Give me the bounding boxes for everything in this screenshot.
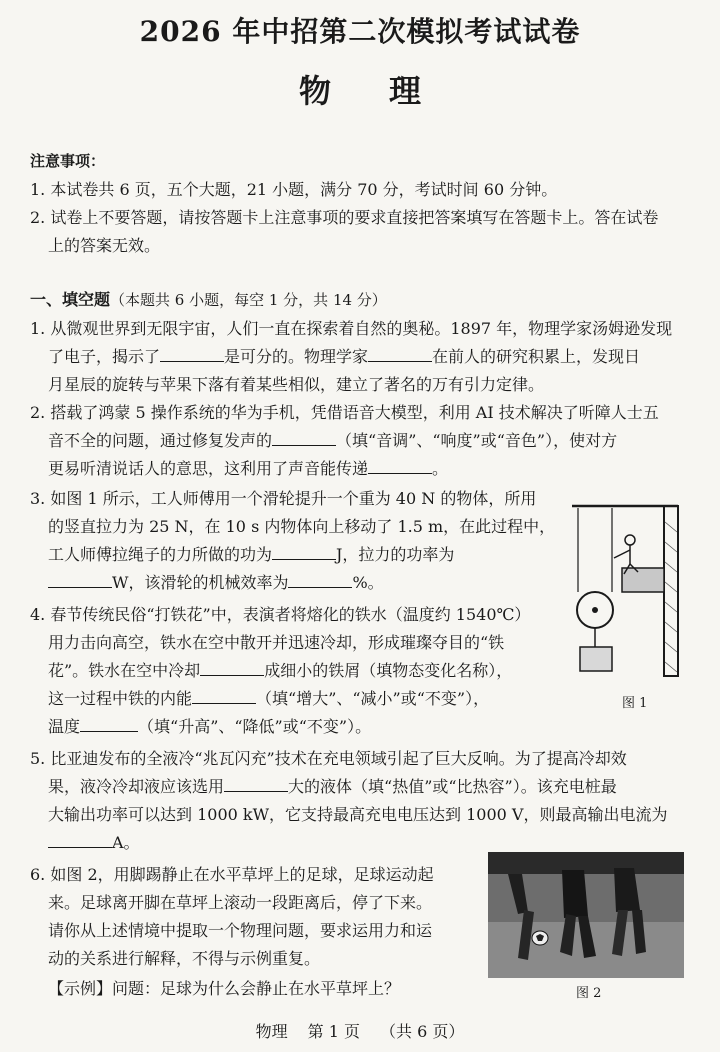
q5-text-c: A。 xyxy=(112,833,140,852)
q3-text-d: %。 xyxy=(352,573,384,592)
q4-text-a: 花”。铁水在空中冷却 xyxy=(48,661,201,680)
q4-line-2: 用力击向高空，铁水在空中散开并迅速冷却，形成璀璨夺目的“铁 xyxy=(48,633,505,652)
figure-2-caption: 图 2 xyxy=(576,986,602,1001)
footer-subject: 物理 xyxy=(255,1022,288,1041)
q2-text-c: 更易听清说话人的意思，这利用了声音能传递 xyxy=(48,459,369,478)
notice-heading: 注意事项： xyxy=(30,152,106,170)
q4-line-5 xyxy=(48,714,371,737)
q4-text-f: （填“升高”、“降低”或“不变”）。 xyxy=(138,717,372,736)
q1-text-a: 了电子，揭示了 xyxy=(48,347,161,366)
q1-line-3: 月星辰的旋转与苹果下落有着某些相似，建立了著名的万有引力定律。 xyxy=(48,375,545,394)
q5-line-2 xyxy=(48,774,617,797)
q5-blank-2 xyxy=(48,833,112,848)
q4-blank-1 xyxy=(200,661,264,676)
footer-total-pages: （共 6 页） xyxy=(380,1022,465,1041)
q3-blank-2 xyxy=(48,573,112,588)
q5-text-a: 果，液冷冷却液应该选用 xyxy=(48,777,225,796)
q6-line-2: 来。足球离开脚在草坪上滚动一段距离后，停了下来。 xyxy=(48,893,433,912)
q1-blank-2 xyxy=(368,347,432,362)
q4-blank-3 xyxy=(80,717,138,732)
q5-line-1: 5. 比亚迪发布的全液冷“兆瓦闪充”技术在充电领域引起了巨大反响。为了提高冷却效 xyxy=(30,749,627,768)
q4-blank-2 xyxy=(192,689,256,704)
figure-2-football-photo xyxy=(488,852,684,978)
q3-blank-3 xyxy=(288,573,352,588)
q3-line-2: 的竖直拉力为 25 N，在 10 s 内物体向上移动了 1.5 m，在此过程中， xyxy=(48,517,556,536)
q5-blank-1 xyxy=(224,777,288,792)
q2-text-d: 。 xyxy=(432,459,449,478)
footer-page-number: 第 1 页 xyxy=(307,1022,360,1041)
q3-line-4 xyxy=(48,570,384,593)
exam-title: 2026 年中招第二次模拟考试试卷 xyxy=(139,15,581,48)
section-note: （本题共 6 小题，每空 1 分，共 14 分） xyxy=(110,291,387,309)
q3-blank-1 xyxy=(272,545,336,560)
q2-text-b: （填“音调”、“响度”或“音色”），使对方 xyxy=(336,431,618,450)
q4-text-e: 温度 xyxy=(48,717,81,736)
q6-example: 【示例】问题：足球为什么会静止在水平草坪上？ xyxy=(48,979,401,998)
q4-line-1: 4. 春节传统民俗“打铁花”中，表演者将熔化的铁水（温度约 1540℃） xyxy=(30,605,531,624)
figure-1-caption: 图 1 xyxy=(622,696,648,711)
q4-text-c: 这一过程中铁的内能 xyxy=(48,689,193,708)
q5-line-4 xyxy=(48,830,140,853)
q1-line-2 xyxy=(48,344,640,367)
q4-text-d: （填“增大”、“减小”或“不变”）， xyxy=(256,689,490,708)
section-title: 一、填空题 xyxy=(30,290,111,309)
q3-text-c: W，该滑轮的机械效率为 xyxy=(112,573,289,592)
q1-line-1: 1. 从微观世界到无限宇宙，人们一直在探索着自然的奥秘。1897 年，物理学家汤姆逊发现 xyxy=(30,319,673,338)
q2-text-a: 音不全的问题，通过修复发声的 xyxy=(48,431,273,450)
q1-text-c: 在前人的研究积累上，发现日 xyxy=(432,347,641,366)
q2-line-2 xyxy=(48,428,617,451)
q6-line-4: 动的关系进行解释，不得与示例重复。 xyxy=(48,949,321,968)
q3-line-3 xyxy=(48,542,454,565)
q2-blank-1 xyxy=(272,431,336,446)
q4-line-3 xyxy=(48,658,512,681)
q2-line-3 xyxy=(48,456,448,479)
notice-item-1: 1. 本试卷共 6 页，五个大题，21 小题，满分 70 分，考试时间 60 分钟。 xyxy=(30,180,558,199)
q6-line-3: 请你从上述情境中提取一个物理问题，要求运用力和运 xyxy=(48,921,433,940)
q1-text-b: 是可分的。物理学家 xyxy=(224,347,369,366)
q3-text-b: J，拉力的功率为 xyxy=(336,545,455,564)
notice-item-2: 2. 试卷上不要答题，请按答题卡上注意事项的要求直接把答案填写在答题卡上。答在试卷 xyxy=(30,208,659,227)
section-heading xyxy=(30,287,387,310)
page-footer xyxy=(0,1019,720,1042)
notice-item-2-cont: 上的答案无效。 xyxy=(48,236,161,255)
q4-text-b: 成细小的铁屑（填物态变化名称）， xyxy=(264,661,513,680)
q1-blank-1 xyxy=(160,347,224,362)
figure-1-pulley-diagram xyxy=(568,492,688,692)
q5-text-b: 大的液体（填“热值”或“比热容”）。该充电桩最 xyxy=(288,777,617,796)
q4-line-4 xyxy=(48,686,489,709)
q2-line-1: 2. 搭载了鸿蒙 5 操作系统的华为手机，凭借语音大模型，利用 AI 技术解决了听障人士五 xyxy=(30,403,659,422)
q3-text-a: 工人师傅拉绳子的力所做的功为 xyxy=(48,545,273,564)
q2-blank-2 xyxy=(368,459,432,474)
q5-line-3: 大输出功率可以达到 1000 kW，它支持最高充电电压达到 1000 V，则最高输出电流为 xyxy=(48,805,668,824)
q6-line-1: 6. 如图 2，用脚踢静止在水平草坪上的足球，足球运动起 xyxy=(30,865,434,884)
q3-line-1: 3. 如图 1 所示，工人师傅用一个滑轮提升一个重为 40 N 的物体，所用 xyxy=(30,489,537,508)
subject-title: 物理 xyxy=(298,72,479,110)
